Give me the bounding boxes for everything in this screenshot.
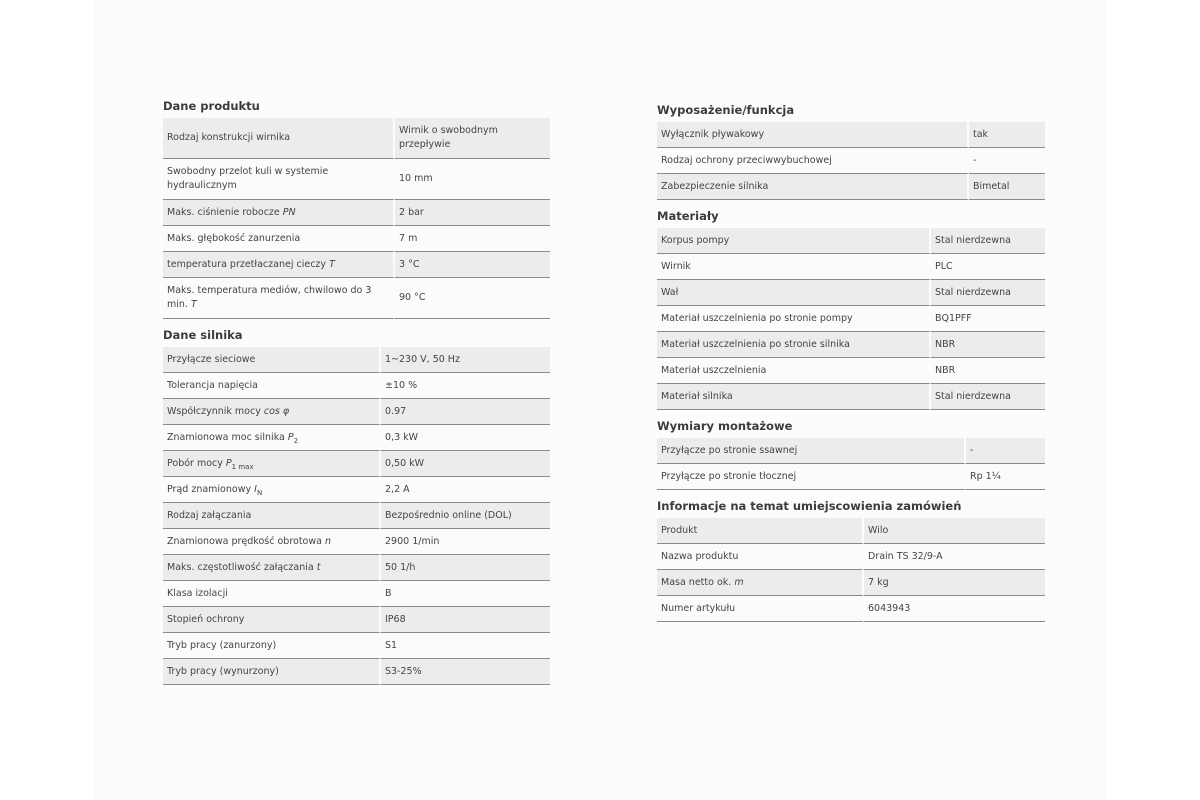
- table-row: [163, 226, 550, 252]
- row-value: 7 kg: [864, 570, 1045, 596]
- table-row: [657, 544, 1045, 570]
- table-wymiary: [657, 438, 1045, 490]
- row-value: 90 °C: [395, 278, 550, 319]
- row-symbol: I: [254, 483, 257, 495]
- row-value: 2,2 A: [381, 477, 550, 503]
- table-row: [163, 659, 550, 685]
- row-value: PLC: [931, 254, 1045, 280]
- row-symbol: cos φ: [263, 405, 290, 417]
- row-symbol: T: [329, 258, 335, 270]
- row-label: Materiał silnika: [657, 384, 931, 410]
- table-row: [163, 607, 550, 633]
- table-row: [657, 174, 1045, 200]
- left-column: [163, 98, 550, 693]
- section-title-wyposazenie: Wyposażenie/funkcja: [657, 103, 795, 117]
- row-symbol: PN: [282, 206, 296, 218]
- table-row: [657, 570, 1045, 596]
- row-label: Wirnik: [657, 254, 931, 280]
- table-row: [657, 358, 1045, 384]
- row-label: Rodzaj załączania: [163, 503, 381, 529]
- row-value: BQ1PFF: [931, 306, 1045, 332]
- table-row: [657, 464, 1045, 490]
- row-label: Zabezpieczenie silnika: [657, 174, 969, 200]
- section-title-dane-silnika: Dane silnika: [163, 328, 243, 342]
- row-subscript: 1 max: [231, 462, 254, 471]
- table-materialy: [657, 228, 1045, 410]
- row-label: Klasa izolacji: [163, 581, 381, 607]
- row-label: Współczynnik mocy cos φ: [163, 399, 381, 425]
- table-row: [657, 228, 1045, 254]
- table-row: [657, 254, 1045, 280]
- row-value: Drain TS 32/9-A: [864, 544, 1045, 570]
- row-subscript: 2: [293, 436, 299, 445]
- row-label: Maks. ciśnienie robocze PN: [163, 200, 395, 226]
- row-label: Maks. częstotliwość załączania t: [163, 555, 381, 581]
- table-row: [657, 280, 1045, 306]
- row-label: Wał: [657, 280, 931, 306]
- row-label: Nazwa produktu: [657, 544, 864, 570]
- row-label: temperatura przetłaczanej cieczy T: [163, 252, 395, 278]
- table-dane-produktu: [163, 118, 550, 319]
- section-title-materialy: Materiały: [657, 209, 719, 223]
- table-row: [657, 596, 1045, 622]
- table-row: [163, 581, 550, 607]
- row-value: Stal nierdzewna: [931, 228, 1045, 254]
- row-value: tak: [969, 122, 1045, 148]
- row-symbol: m: [734, 576, 744, 588]
- row-symbol: T: [190, 299, 197, 310]
- row-value: -: [969, 148, 1045, 174]
- table-row: [163, 200, 550, 226]
- table-row: [163, 633, 550, 659]
- table-row: [657, 438, 1045, 464]
- table-row: [163, 555, 550, 581]
- table-row: [163, 425, 550, 451]
- row-label: Stopień ochrony: [163, 607, 381, 633]
- table-row: [657, 306, 1045, 332]
- row-symbol: n: [325, 535, 332, 547]
- row-label: Prąd znamionowy $I_N$: [163, 477, 381, 503]
- row-value: 7 m: [395, 226, 550, 252]
- table-row: [163, 118, 550, 159]
- row-value: Stal nierdzewna: [931, 280, 1045, 306]
- row-label: Znamionowa moc silnika $P_2$: [163, 425, 381, 451]
- row-label: Korpus pompy: [657, 228, 931, 254]
- row-symbol: P: [287, 431, 294, 443]
- row-label: Wyłącznik pływakowy: [657, 122, 969, 148]
- row-value: ±10 %: [381, 373, 550, 399]
- right-column: [657, 102, 1045, 630]
- row-value: Stal nierdzewna: [931, 384, 1045, 410]
- row-value: 2 bar: [395, 200, 550, 226]
- row-label: Przyłącze po stronie ssawnej: [657, 438, 966, 464]
- table-dane-silnika: [163, 347, 550, 685]
- row-label: Pobór mocy $P_{1 max}$: [163, 451, 381, 477]
- row-value: S1: [381, 633, 550, 659]
- table-row: [163, 278, 550, 319]
- row-label: Przyłącze sieciowe: [163, 347, 381, 373]
- row-label: Tryb pracy (wynurzony): [163, 659, 381, 685]
- row-label: Materiał uszczelnienia: [657, 358, 931, 384]
- section-title-wymiary: Wymiary montażowe: [657, 419, 793, 433]
- row-value: IP68: [381, 607, 550, 633]
- row-value: Wirnik o swobodnym przepływie: [395, 118, 550, 159]
- row-label: Tolerancja napięcia: [163, 373, 381, 399]
- row-value: B: [381, 581, 550, 607]
- row-label: Materiał uszczelnienia po stronie pompy: [657, 306, 931, 332]
- row-value: 50 1/h: [381, 555, 550, 581]
- row-subscript: N: [256, 488, 263, 497]
- row-value: -: [966, 438, 1045, 464]
- row-value: S3-25%: [381, 659, 550, 685]
- row-symbol: P: [225, 457, 232, 469]
- row-value: 2900 1/min: [381, 529, 550, 555]
- section-title-dane-produktu: Dane produktu: [163, 99, 260, 113]
- table-row: [657, 148, 1045, 174]
- row-value: Bezpośrednio online (DOL): [381, 503, 550, 529]
- table-row: [657, 122, 1045, 148]
- table-row: [657, 518, 1045, 544]
- table-row: [163, 451, 550, 477]
- row-label: Rodzaj ochrony przeciwwybuchowej: [657, 148, 969, 174]
- table-row: [163, 399, 550, 425]
- row-label: Znamionowa prędkość obrotowa n: [163, 529, 381, 555]
- row-value: NBR: [931, 358, 1045, 384]
- table-zamowienia: [657, 518, 1045, 622]
- row-value: Wilo: [864, 518, 1045, 544]
- row-value: 0,50 kW: [381, 451, 550, 477]
- table-row: [657, 332, 1045, 358]
- row-label: Numer artykułu: [657, 596, 864, 622]
- row-value: 0.97: [381, 399, 550, 425]
- row-label: Maks. głębokość zanurzenia: [163, 226, 395, 252]
- table-row: [163, 503, 550, 529]
- table-row: [163, 373, 550, 399]
- table-row: [163, 347, 550, 373]
- row-value: Bimetal: [969, 174, 1045, 200]
- row-label: Masa netto ok. m: [657, 570, 864, 596]
- row-label: Swobodny przelot kuli w systemie hydraulicznym: [163, 159, 395, 200]
- table-row: [657, 384, 1045, 410]
- table-row: [163, 159, 550, 200]
- row-label: Rodzaj konstrukcji wirnika: [163, 118, 395, 159]
- row-label: Produkt: [657, 518, 864, 544]
- section-title-zamowienia: Informacje na temat umiejscowienia zamówień: [657, 499, 962, 513]
- table-row: [163, 252, 550, 278]
- row-symbol: t: [316, 561, 321, 573]
- row-label: Maks. temperatura mediów, chwilowo do 3 min. T: [163, 278, 395, 319]
- row-value: 6043943: [864, 596, 1045, 622]
- table-wyposazenie: [657, 122, 1045, 200]
- row-value: 0,3 kW: [381, 425, 550, 451]
- row-value: 10 mm: [395, 159, 550, 200]
- table-row: [163, 529, 550, 555]
- row-label: Tryb pracy (zanurzony): [163, 633, 381, 659]
- row-value: Rp 1¼: [966, 464, 1045, 490]
- row-value: NBR: [931, 332, 1045, 358]
- row-label: Materiał uszczelnienia po stronie silnika: [657, 332, 931, 358]
- row-value: 1~230 V, 50 Hz: [381, 347, 550, 373]
- row-label: Przyłącze po stronie tłocznej: [657, 464, 966, 490]
- table-row: [163, 477, 550, 503]
- row-value: 3 °C: [395, 252, 550, 278]
